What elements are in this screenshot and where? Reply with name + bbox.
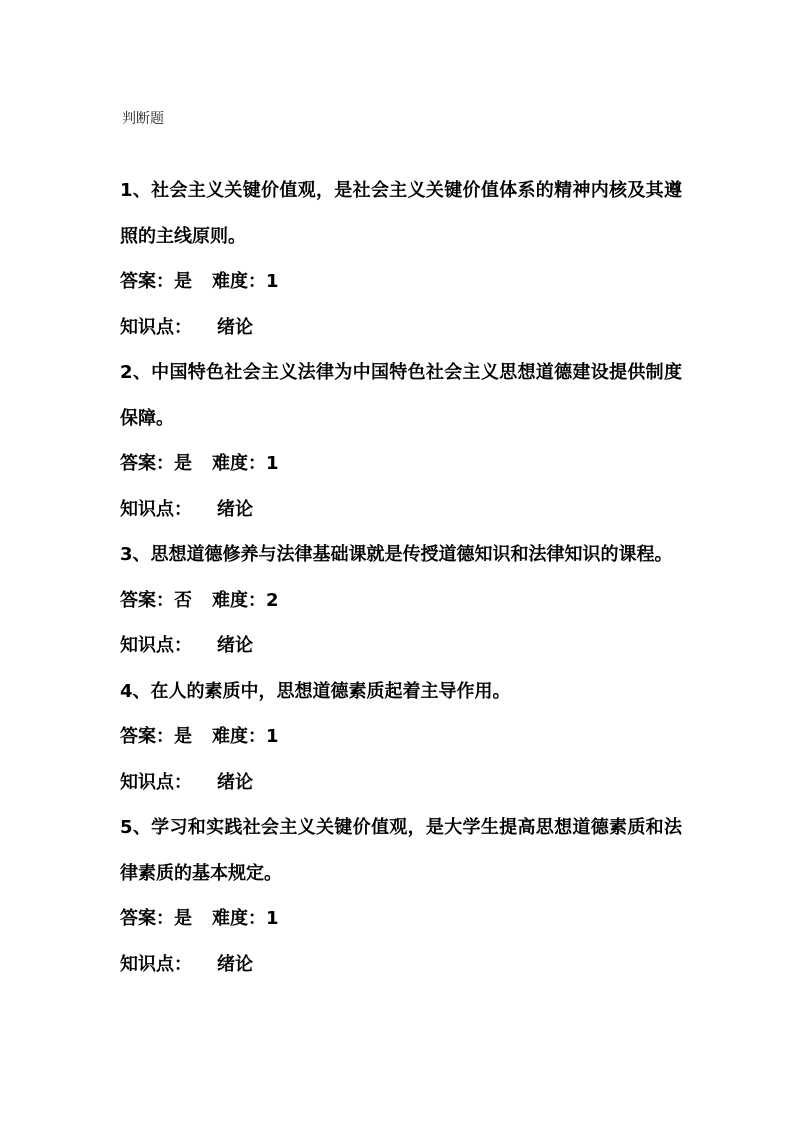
knowledge-label: 知识点： xyxy=(120,316,192,338)
section-title: 判断题 xyxy=(122,111,164,127)
answer-line xyxy=(120,578,682,624)
question-item xyxy=(120,669,682,806)
difficulty-value: 2 xyxy=(266,589,279,611)
knowledge-value: 绪论 xyxy=(217,771,253,793)
difficulty-label: 难度： xyxy=(212,453,266,474)
answer-label: 答案： xyxy=(120,453,174,474)
knowledge-value: 绪论 xyxy=(217,635,253,656)
answer-line xyxy=(120,714,682,760)
knowledge-line xyxy=(120,760,682,806)
answer-label: 答案： xyxy=(120,726,174,747)
difficulty-label: 难度： xyxy=(212,589,266,611)
question-text: 1、社会主义关键价值观，是社会主义关键价值体系的精神内核及其遵照的主线原则。 xyxy=(120,180,682,247)
answer-value: 是 xyxy=(174,453,192,474)
difficulty-value: 1 xyxy=(266,726,279,747)
knowledge-label: 知识点： xyxy=(120,953,192,975)
question-list xyxy=(120,168,682,987)
answer-value: 否 xyxy=(174,589,192,611)
difficulty-value: 1 xyxy=(266,908,279,929)
answer-value: 是 xyxy=(174,726,192,747)
knowledge-label: 知识点： xyxy=(120,771,192,793)
question-text: 2、中国特色社会主义法律为中国特色社会主义思想道德建设提供制度保障。 xyxy=(120,362,682,429)
knowledge-line xyxy=(120,623,682,669)
knowledge-line xyxy=(120,305,682,351)
difficulty-value: 1 xyxy=(266,271,279,292)
answer-label: 答案： xyxy=(120,589,174,611)
answer-value: 是 xyxy=(174,271,192,292)
question-item xyxy=(120,350,682,532)
knowledge-line xyxy=(120,942,682,988)
question-item xyxy=(120,532,682,669)
knowledge-label: 知识点： xyxy=(120,498,192,520)
answer-label: 答案： xyxy=(120,271,174,292)
answer-line xyxy=(120,441,682,487)
question-text: 3、思想道德修养与法律基础课就是传授道德知识和法律知识的课程。 xyxy=(120,544,673,565)
knowledge-value: 绪论 xyxy=(217,498,253,520)
difficulty-label: 难度： xyxy=(212,908,266,929)
answer-label: 答案： xyxy=(120,908,174,929)
knowledge-value: 绪论 xyxy=(217,316,253,338)
difficulty-value: 1 xyxy=(266,453,279,474)
question-text: 4、在人的素质中，思想道德素质起着主导作用。 xyxy=(120,680,511,702)
knowledge-label: 知识点： xyxy=(120,635,192,656)
knowledge-value: 绪论 xyxy=(217,953,253,975)
difficulty-label: 难度： xyxy=(212,271,266,292)
difficulty-label: 难度： xyxy=(212,726,266,747)
knowledge-line xyxy=(120,487,682,533)
answer-line xyxy=(120,896,682,942)
question-item xyxy=(120,805,682,987)
answer-value: 是 xyxy=(174,908,192,929)
question-text: 5、学习和实践社会主义关键价值观，是大学生提高思想道德素质和法律素质的基本规定。 xyxy=(120,817,682,884)
question-item xyxy=(120,168,682,350)
answer-line xyxy=(120,259,682,305)
